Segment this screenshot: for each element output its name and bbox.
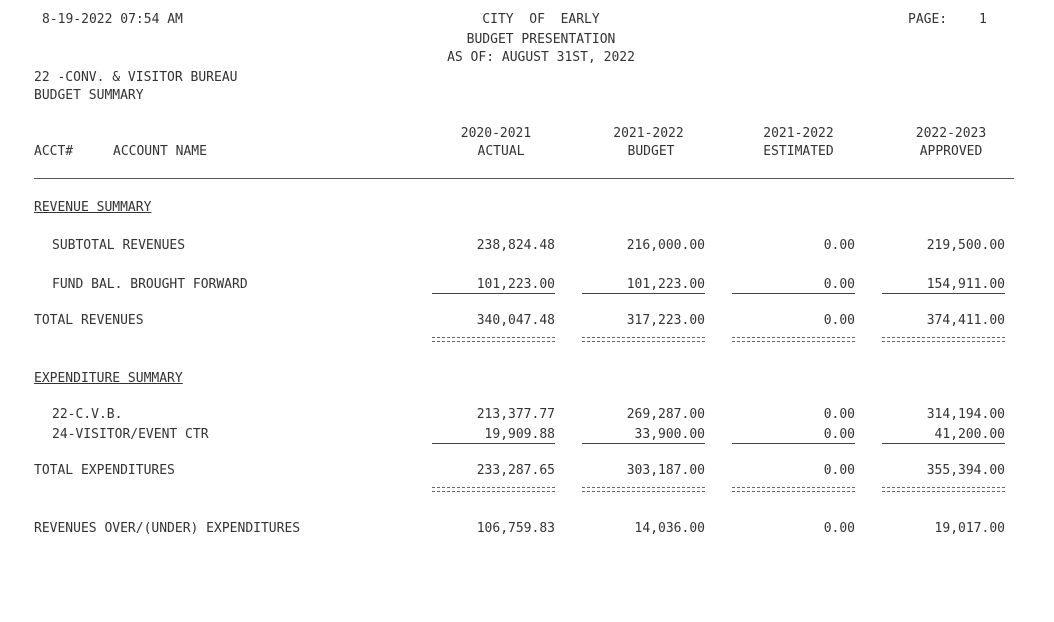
double-rule <box>432 337 555 342</box>
col3-year-header: 2021-2022 <box>763 126 834 141</box>
expenditure-row-estimated: 0.00 <box>732 427 855 444</box>
col2-type-header: BUDGET <box>627 144 675 159</box>
expenditure-row-estimated: 0.00 <box>823 407 855 422</box>
double-rule <box>882 487 1005 492</box>
revenue-row-approved: 154,911.00 <box>882 277 1005 294</box>
acct-column-header: ACCT# <box>34 144 74 159</box>
double-rule <box>732 487 855 492</box>
double-rule <box>582 337 705 342</box>
expenditure-row-budget: 269,287.00 <box>626 407 705 422</box>
col4-year-header: 2022-2023 <box>915 126 987 141</box>
expenditure-row-approved: 41,200.00 <box>882 427 1005 444</box>
expenditure-row-budget: 33,900.00 <box>582 427 705 444</box>
revenue-row-name: FUND BAL. BROUGHT FORWARD <box>52 277 248 292</box>
col3-type-header: ESTIMATED <box>763 144 834 159</box>
revenue-row-estimated: 0.00 <box>823 238 855 253</box>
col2-year-header: 2021-2022 <box>613 126 684 141</box>
expenditure-section-title: EXPENDITURE SUMMARY <box>34 371 183 386</box>
expenditure-row-actual: 19,909.88 <box>432 427 555 444</box>
expenditure-row-actual: 213,377.77 <box>476 407 555 422</box>
revenue-row-estimated: 0.00 <box>732 277 855 294</box>
total-revenues-actual: 340,047.48 <box>476 313 555 328</box>
double-rule <box>582 487 705 492</box>
as-of-date: AS OF: AUGUST 31ST, 2022 <box>447 50 635 65</box>
report-datetime: 8-19-2022 07:54 AM <box>42 12 183 27</box>
total-revenues-label: TOTAL REVENUES <box>34 313 144 328</box>
col1-type-header: ACTUAL <box>477 144 525 159</box>
total-expenditures-budget: 303,187.00 <box>626 463 705 478</box>
city-name: CITY OF EARLY <box>482 12 600 27</box>
total-expenditures-label: TOTAL EXPENDITURES <box>34 463 175 478</box>
header-divider <box>34 178 1014 179</box>
total-revenues-approved: 374,411.00 <box>926 313 1005 328</box>
revenue-row-budget: 101,223.00 <box>582 277 705 294</box>
total-revenues-estimated: 0.00 <box>823 313 855 328</box>
net-estimated: 0.00 <box>823 521 855 536</box>
total-expenditures-estimated: 0.00 <box>823 463 855 478</box>
revenue-row-approved: 219,500.00 <box>926 238 1005 253</box>
expenditure-row-approved: 314,194.00 <box>926 407 1005 422</box>
total-expenditures-actual: 233,287.65 <box>476 463 555 478</box>
double-rule <box>882 337 1005 342</box>
fund-name: 22 -CONV. & VISITOR BUREAU <box>34 70 238 85</box>
report-title: BUDGET PRESENTATION <box>466 32 616 47</box>
double-rule <box>732 337 855 342</box>
page-number: 1 <box>979 12 987 27</box>
total-revenues-budget: 317,223.00 <box>626 313 705 328</box>
revenue-row-name: SUBTOTAL REVENUES <box>52 238 186 253</box>
page-label: PAGE: <box>908 12 948 27</box>
revenue-section-title: REVENUE SUMMARY <box>34 200 152 215</box>
expenditure-row-name: 24-VISITOR/EVENT CTR <box>52 427 209 442</box>
col4-type-header: APPROVED <box>919 144 983 159</box>
revenue-row-actual: 101,223.00 <box>432 277 555 294</box>
net-budget: 14,036.00 <box>634 521 705 536</box>
net-actual: 106,759.83 <box>476 521 555 536</box>
revenue-row-budget: 216,000.00 <box>626 238 705 253</box>
col1-year-header: 2020-2021 <box>460 126 532 141</box>
expenditure-row-name: 22-C.V.B. <box>52 407 123 422</box>
summary-label: BUDGET SUMMARY <box>34 88 144 103</box>
revenue-row-actual: 238,824.48 <box>476 238 555 253</box>
net-approved: 19,017.00 <box>934 521 1005 536</box>
account-name-column-header: ACCOUNT NAME <box>113 144 207 159</box>
net-label: REVENUES OVER/(UNDER) EXPENDITURES <box>34 521 301 536</box>
double-rule <box>432 487 555 492</box>
total-expenditures-approved: 355,394.00 <box>926 463 1005 478</box>
